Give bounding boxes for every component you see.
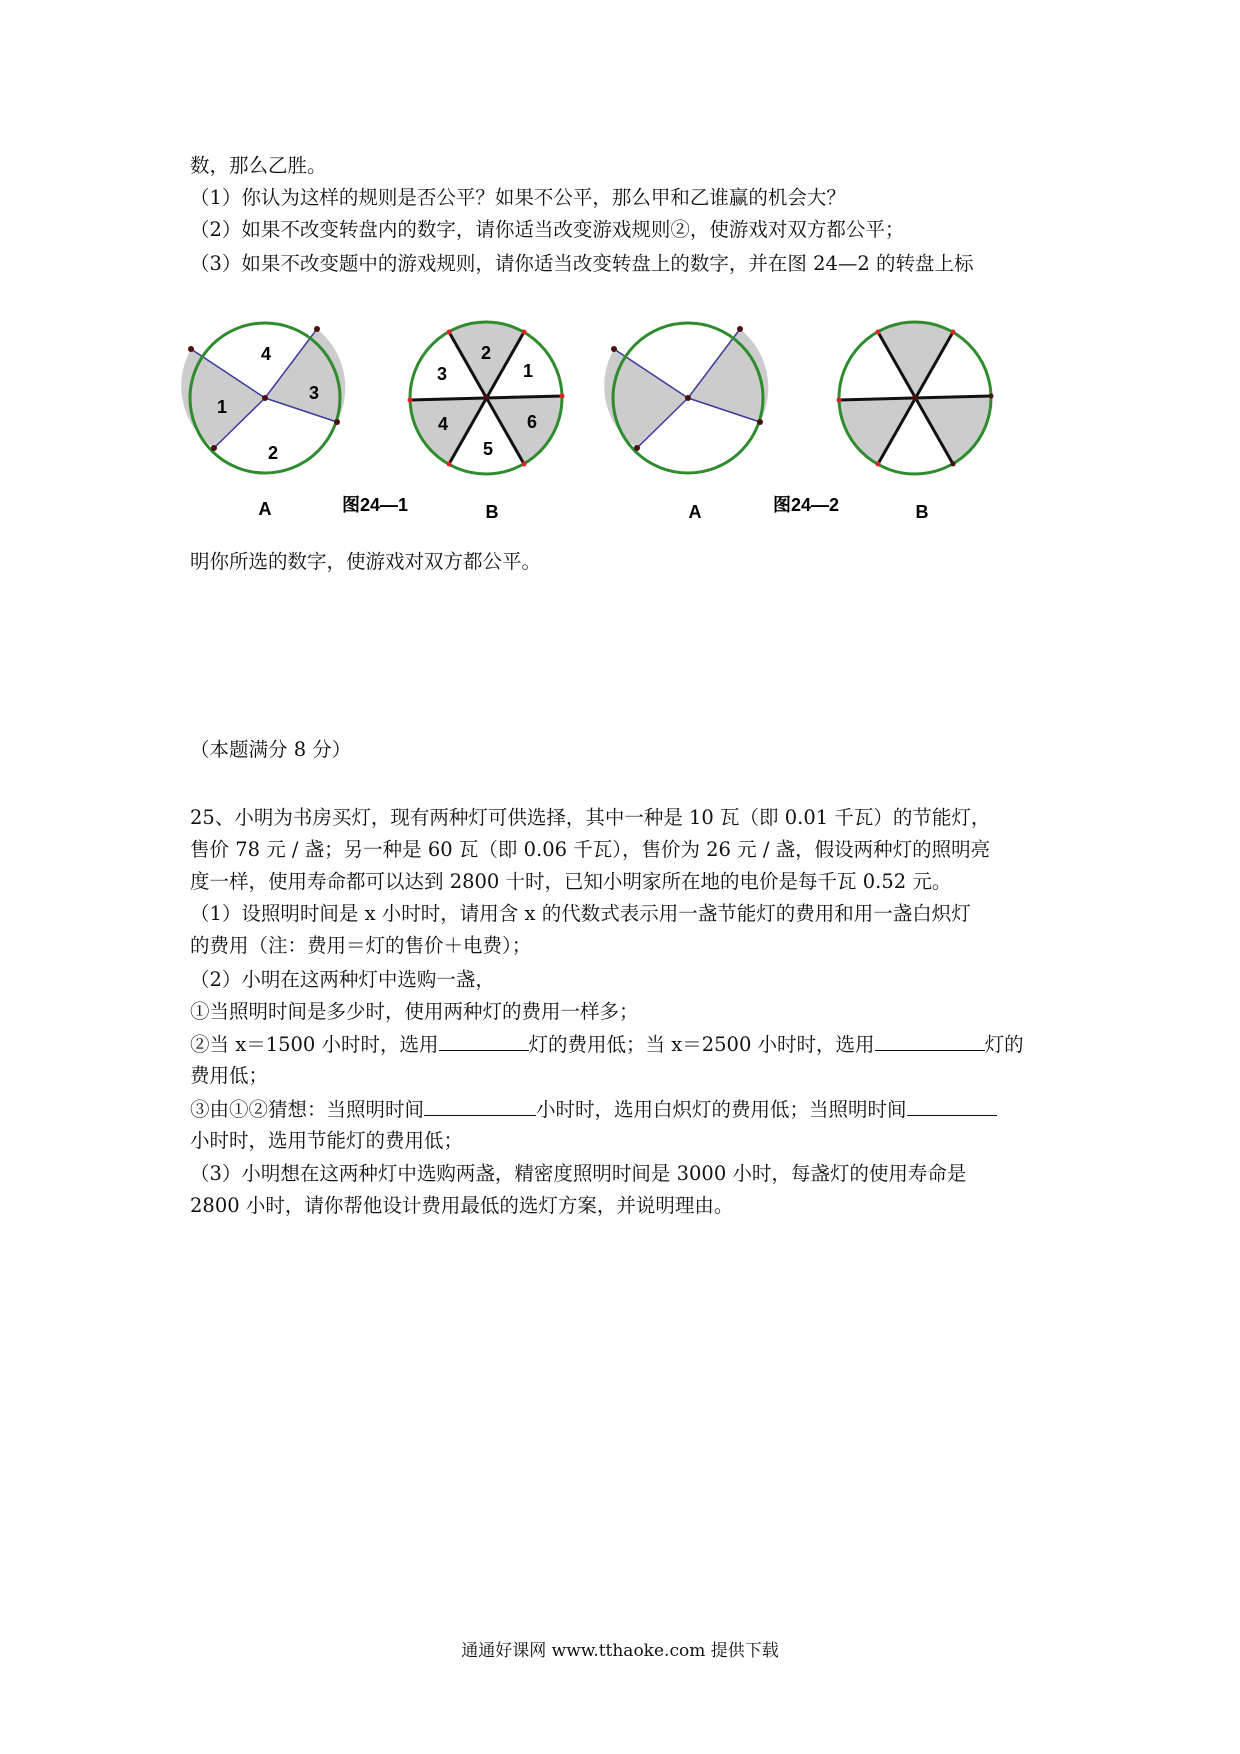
- answer-blank[interactable]: [424, 1095, 536, 1116]
- figure-24-1-caption: 图24—1: [341, 495, 409, 515]
- spinner-1b: [408, 322, 565, 474]
- p25-line-4: （1）设照明时间是 x 小时时，请用含 x 的代数式表示用一盏节能灯的费用和用一盏白炽灯: [190, 902, 971, 925]
- p25-line-13: 2800 小时，请你帮他设计费用最低的选灯方案，并说明理由。: [190, 1194, 734, 1217]
- p24-question-2: （2）如果不改变转盘内的数字，请你适当改变游戏规则②，使游戏对双方都公平；: [190, 218, 905, 241]
- p25-line-8: [190, 1030, 1024, 1058]
- p25-line-8-part-a: ②当 x＝1500 小时时，选用: [190, 1033, 439, 1056]
- p24-continuation: 数，那么乙胜。: [190, 154, 327, 177]
- p25-line-12: （3）小明想在这两种灯中选购两盏，精密度照明时间是 3000 小时，每盏灯的使用寿命是: [190, 1162, 967, 1185]
- spinner-2a: [604, 323, 768, 473]
- spinner-figures: [170, 305, 1070, 530]
- figure-24-2-caption: 图24—2: [772, 495, 840, 515]
- sector-label: 4: [260, 344, 272, 364]
- sector-label: 2: [480, 343, 492, 363]
- score-note: （本题满分 8 分）: [190, 738, 352, 761]
- figure-2-label-b: B: [915, 502, 929, 522]
- p25-line-2: 售价 78 元 / 盏；另一种是 60 瓦（即 0.06 千瓦），售价为 26 元 / 盏，假设两种灯的照明亮: [190, 838, 991, 861]
- p25-line-10-part-b: 小时时，选用白炽灯的费用低；当照明时间: [536, 1098, 907, 1121]
- figure-1-label-a: A: [258, 499, 272, 519]
- p24-question-1: （1）你认为这样的规则是否公平？如果不公平，那么甲和乙谁赢的机会大？: [190, 186, 846, 209]
- p25-line-10-part-a: ③由①②猜想：当照明时间: [190, 1098, 425, 1121]
- p24-question-3: （3）如果不改变题中的游戏规则，请你适当改变转盘上的数字，并在图 24—2 的转盘上标: [190, 252, 974, 275]
- sector-label: 6: [526, 412, 538, 432]
- answer-blank[interactable]: [875, 1030, 985, 1051]
- sector-label: 3: [436, 364, 448, 384]
- p25-line-9: 费用低；: [190, 1064, 269, 1087]
- p25-line-5: 的费用（注：费用＝灯的售价＋电费）；: [190, 934, 532, 957]
- spinner-2b: [837, 322, 994, 474]
- figure-2-label-a: A: [688, 502, 702, 522]
- spinner-1a: [181, 323, 345, 473]
- p25-line-8-part-b: 灯的费用低；当 x＝2500 小时时，选用: [528, 1033, 875, 1056]
- p25-line-11: 小时时，选用节能灯的费用低；: [190, 1129, 464, 1152]
- answer-blank[interactable]: [907, 1095, 997, 1116]
- p25-line-10: [190, 1095, 997, 1123]
- sector-label: 3: [308, 383, 320, 403]
- sector-label: 5: [482, 439, 494, 459]
- p25-line-6: （2）小明在这两种灯中选购一盏，: [190, 968, 495, 991]
- sector-label: 2: [267, 443, 279, 463]
- figure-1-label-b: B: [485, 502, 499, 522]
- p24-question-3-cont: 明你所选的数字，使游戏对双方都公平。: [190, 550, 542, 573]
- answer-blank[interactable]: [439, 1030, 529, 1051]
- p25-line-8-part-c: 灯的: [984, 1033, 1024, 1056]
- p25-line-7: ①当照明时间是多少时，使用两种灯的费用一样多；: [190, 1000, 639, 1023]
- sector-label: 4: [437, 414, 449, 434]
- sector-label: 1: [522, 361, 534, 381]
- sector-label: 1: [216, 397, 228, 417]
- page-footer: 通通好课网 www.tthaoke.com 提供下载: [461, 1641, 779, 1661]
- p25-line-1: 25、小明为书房买灯，现有两种灯可供选择，其中一种是 10 瓦（即 0.01 千瓦）的节能灯，: [190, 806, 991, 829]
- p25-line-3: 度一样，使用寿命都可以达到 2800 十时，已知小明家所在地的电价是每千瓦 0.52 元。: [190, 870, 952, 893]
